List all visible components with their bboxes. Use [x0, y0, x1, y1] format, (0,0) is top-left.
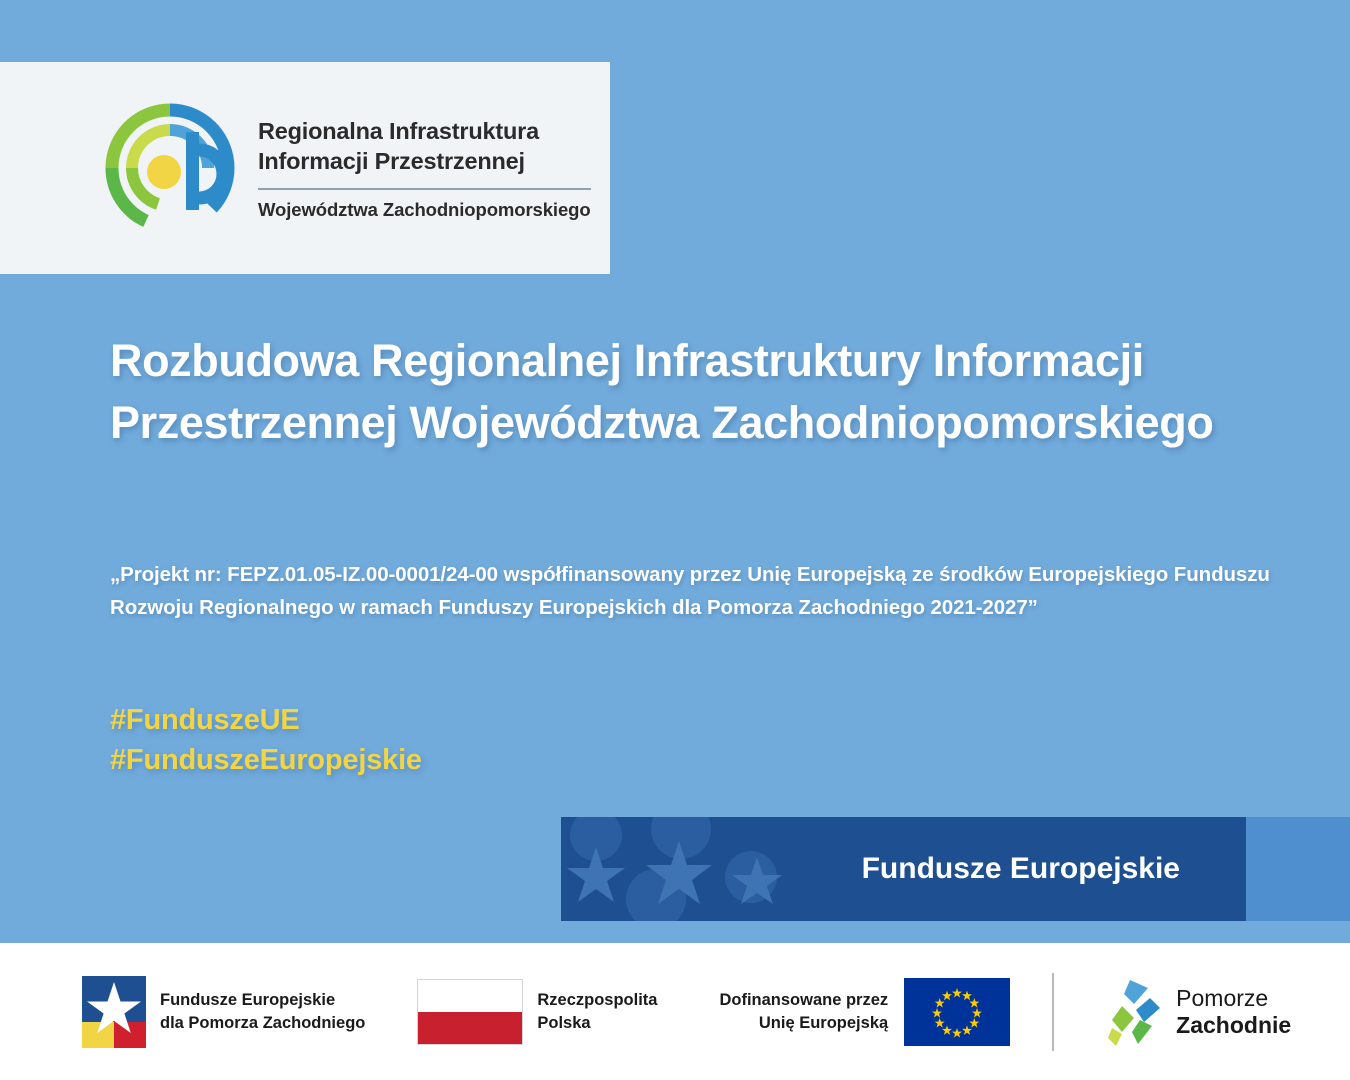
footer-poland-line1: Rzeczpospolita: [537, 990, 658, 1009]
fe-bar-label: Fundusze Europejskie: [861, 852, 1180, 885]
poland-flag-icon: [417, 979, 523, 1045]
fundusze-europejskie-bar: [561, 817, 1350, 921]
footer-divider: [1052, 973, 1054, 1051]
footer-eu-line2: Unię Europejską: [758, 1013, 889, 1032]
hashtag-funduszeue: #FunduszeUE: [110, 704, 300, 736]
star-pattern-decoration: [561, 817, 821, 921]
footer-eu-line1: Dofinansowane przez: [719, 990, 889, 1009]
fe-bar-accent-strip: [1246, 817, 1350, 921]
pz-line2: Zachodnie: [1176, 1011, 1292, 1038]
footer-eu-text: [719, 989, 888, 1035]
footer-poland-line2: Polska: [537, 1013, 591, 1032]
flag-white-band: [418, 980, 522, 1012]
hashtag-group: [110, 700, 422, 780]
project-description: „Projekt nr: FEPZ.01.05-IZ.00-0001/24-00 współfinansowany przez Unię Europejską ze środków Europejskiego Funduszu Rozwoju Regionalnego w ramach Funduszy Europejskich dla Pomorza Zachodniego 2021-2027”: [110, 563, 1270, 619]
fundusze-europejskie-icon: [82, 976, 146, 1048]
footer-eu: [705, 978, 1010, 1046]
eu-flag-icon: [904, 978, 1010, 1046]
footer-logo-strip: [0, 943, 1350, 1080]
rip-logo-panel: [0, 62, 610, 274]
footer-fe-text: [160, 989, 365, 1035]
pz-line1: Pomorze: [1176, 984, 1269, 1011]
flag-red-band: [418, 1012, 522, 1044]
rip-logo-wordmark: [258, 116, 591, 221]
footer-fe-line2: dla Pomorza Zachodniego: [160, 1013, 366, 1032]
footer-poland: [365, 979, 657, 1045]
pomorze-zachodnie-wordmark: [1176, 985, 1291, 1039]
footer-poland-text: [537, 989, 657, 1035]
hashtag-funduszeeuropejskie: #FunduszeEuropejskie: [110, 744, 422, 776]
rip-logo-line3: Województwa Zachodniopomorskiego: [258, 188, 591, 221]
pomorze-zachodnie-icon: [1100, 976, 1166, 1048]
rip-logo-line2: Informacji Przestrzennej: [258, 147, 525, 174]
rip-logo-line1: Regionalna Infrastruktura: [258, 117, 539, 144]
footer-fundusze-europejskie: [0, 976, 365, 1048]
footer-pomorze-zachodnie: [1100, 976, 1291, 1048]
page-title: Rozbudowa Regionalnej Infrastruktury Informacji Przestrzennej Województwa Zachodniopomorskiego: [110, 335, 1214, 448]
footer-fe-line1: Fundusze Europejskie: [160, 990, 336, 1009]
rip-logo-icon: [100, 102, 240, 234]
